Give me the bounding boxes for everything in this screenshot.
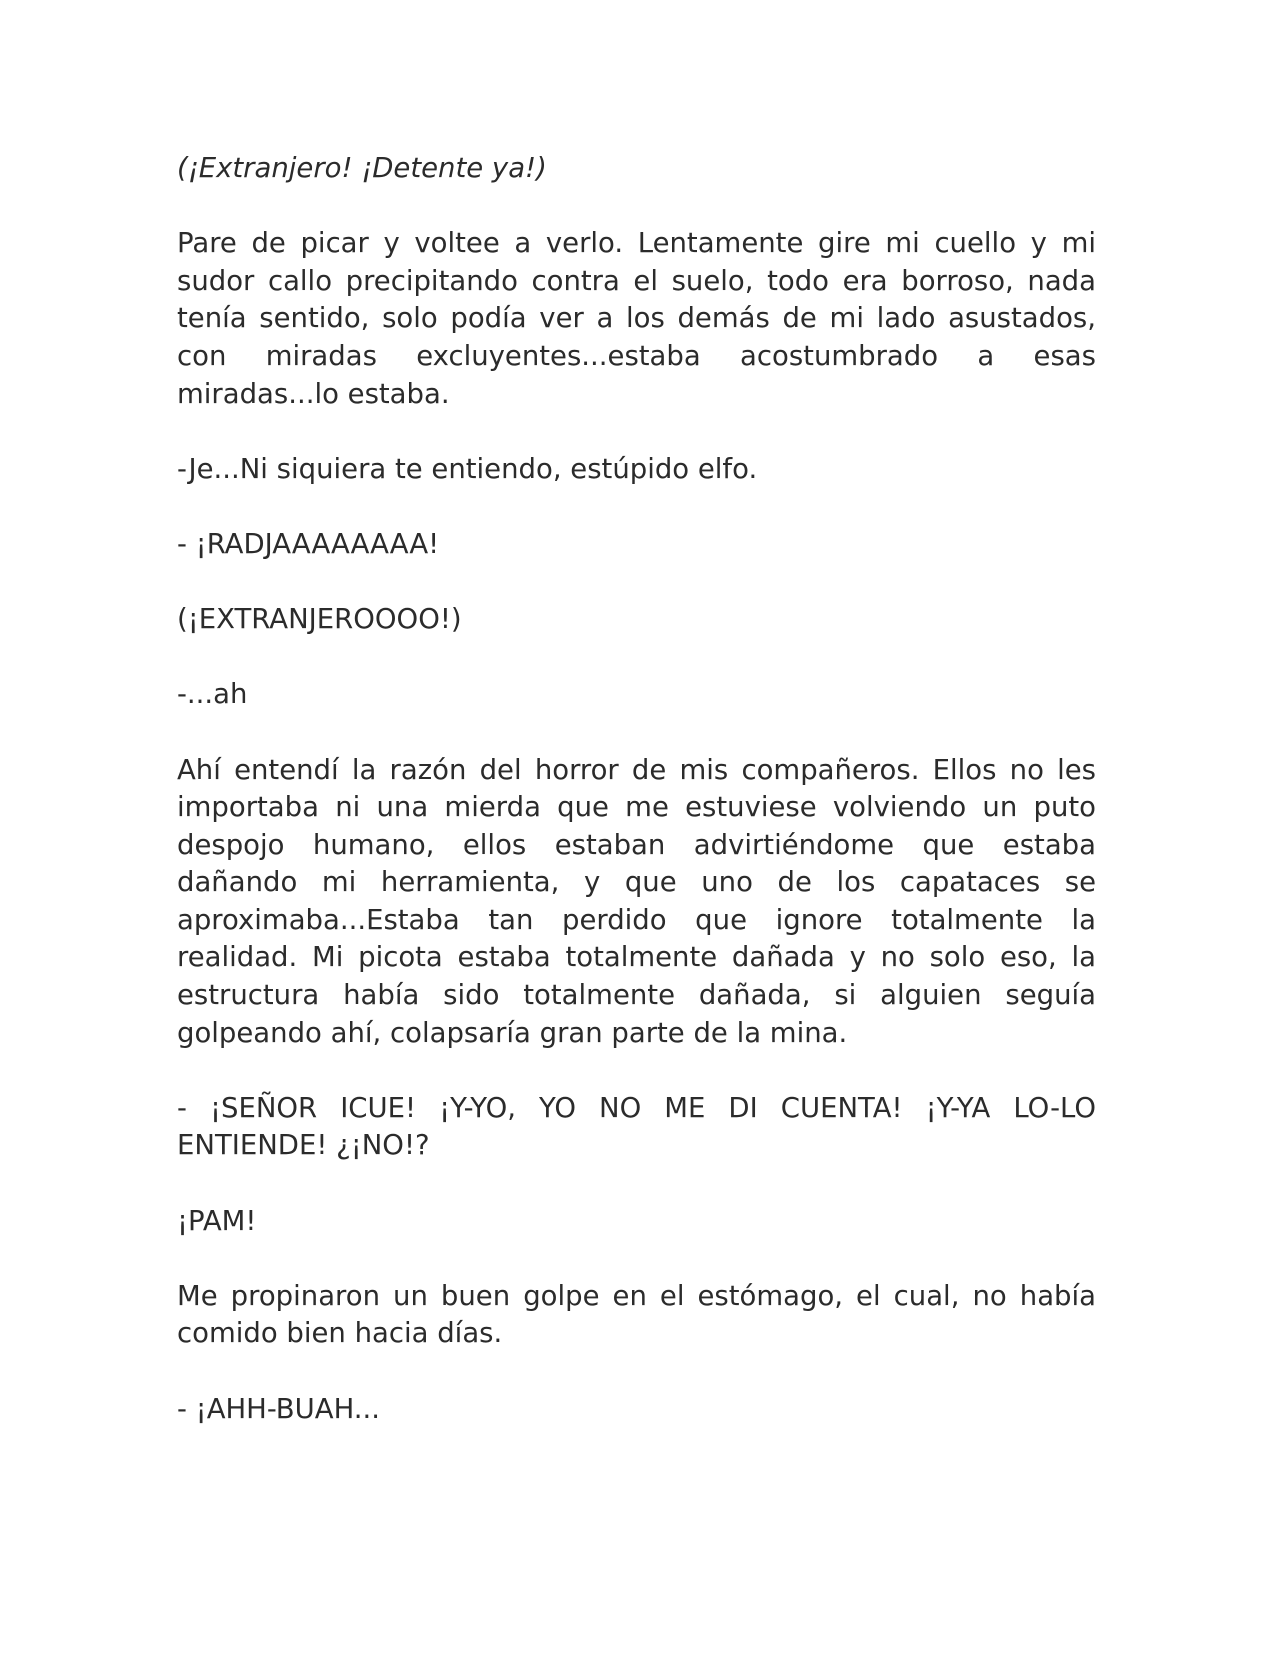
- paragraph-narration-horror: Ahí entendí la razón del horror de mis compañeros. Ellos no les importaba ni una mierda que me estuviese volviendo un puto despojo humano, ellos estaban advirtiéndome que estaba dañando mi herramienta, y que uno de los capataces se aproximaba...Estaba tan perdido que ignore totalmente la realidad. Mi picota estaba totalmente dañada y no solo eso, la estructura había sido totalmente dañada, si alguien seguía golpeando ahí, colapsaría gran parte de la mina.: [177, 753, 1096, 1049]
- paragraph-dialogue-senor: - ¡SEÑOR ICUE! ¡Y-YO, YO NO ME DI CUENTA! ¡Y-YA LO-LO ENTIENDE! ¿¡NO!?: [177, 1091, 1096, 1162]
- paragraph-narration-golpe: Me propinaron un buen golpe en el estómago, el cual, no había comido bien hacia días.: [177, 1279, 1096, 1350]
- paragraph-narration-turn: Pare de picar y voltee a verlo. Lentamente gire mi cuello y mi sudor callo precipitando contra el suelo, todo era borroso, nada tenía sentido, solo podía ver a los demás de mi lado asustados, con miradas excluyentes...estaba acostumbrado a esas miradas...lo estaba.: [177, 227, 1096, 410]
- body-text: [177, 150, 1096, 1466]
- paragraph-dialogue-je: -Je...Ni siquiera te entiendo, estúpido elfo.: [177, 452, 758, 485]
- paragraph-dialogue-radja: - ¡RADJAAAAAAAA!: [177, 527, 440, 560]
- paragraph-translation-extranjero: (¡EXTRANJEROOOO!): [177, 603, 462, 636]
- paragraph-dialogue-ah: -...ah: [177, 678, 248, 711]
- paragraph-shout-extranjero: (¡Extranjero! ¡Detente ya!): [177, 152, 547, 184]
- paragraph-sound-pam: ¡PAM!: [177, 1204, 257, 1237]
- paragraph-dialogue-ahh: - ¡AHH-BUAH...: [177, 1392, 381, 1425]
